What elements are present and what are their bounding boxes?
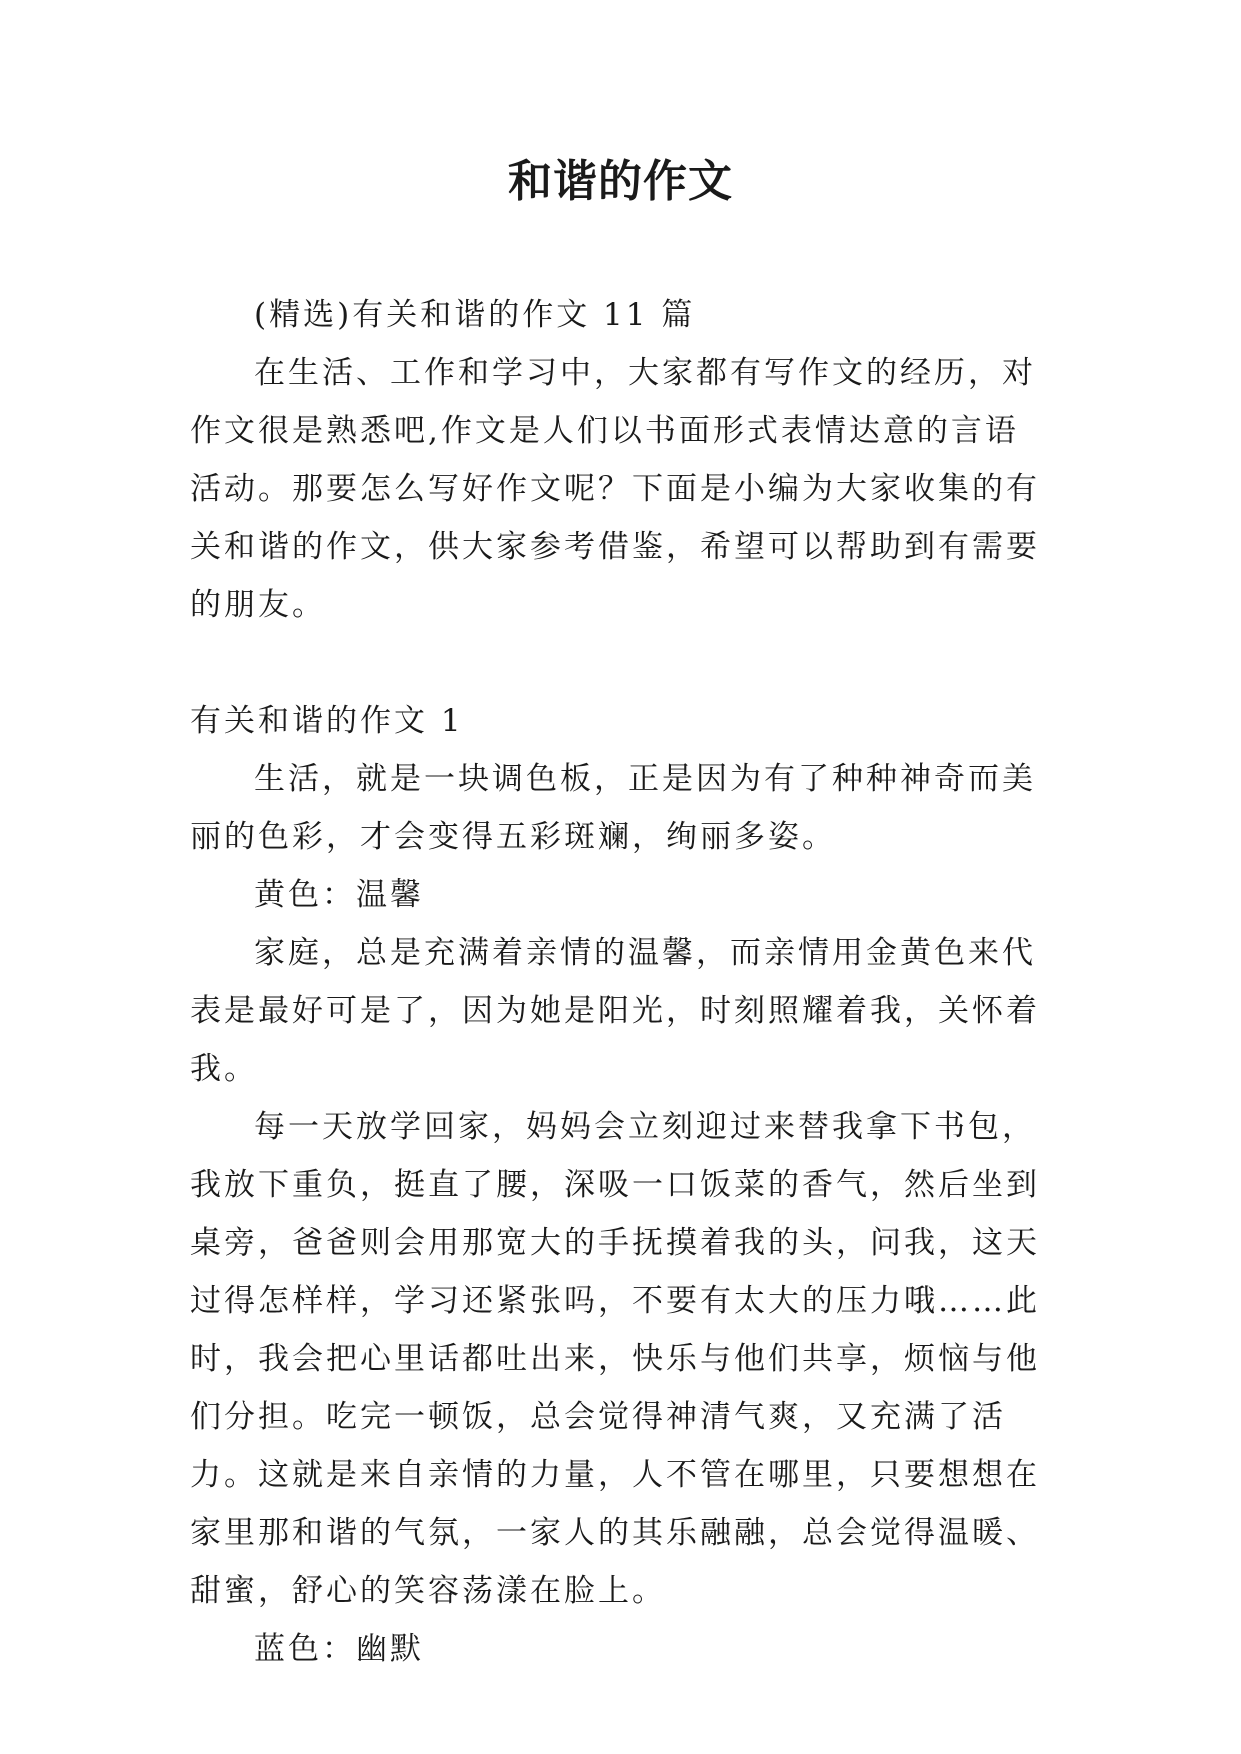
body-paragraph: 家庭，总是充满着亲情的温馨，而亲情用金黄色来代表是最好可是了，因为她是阳光，时刻照耀着我，关怀着我。 [190, 935, 1040, 1087]
document-body [190, 286, 1050, 1678]
paragraph-gap [190, 634, 1050, 692]
color-heading-blue: 蓝色：幽默 [254, 1631, 424, 1667]
document-title: 和谐的作文 [508, 156, 733, 207]
body-paragraph: 生活，就是一块调色板，正是因为有了种种神奇而美丽的色彩，才会变得五彩斑斓，绚丽多姿。 [190, 761, 1036, 855]
section-heading: 有关和谐的作文 1 [190, 703, 464, 739]
intro-paragraph: 在生活、工作和学习中，大家都有写作文的经历，对作文很是熟悉吧,作文是人们以书面形式表情达意的言语活动。那要怎么写好作文呢？下面是小编为大家收集的有关和谐的作文，供大家参考借鉴，希望可以帮助到有需要的朋友。 [190, 355, 1040, 623]
body-paragraph: 每一天放学回家，妈妈会立刻迎过来替我拿下书包，我放下重负，挺直了腰，深吸一口饭菜的香气，然后坐到桌旁，爸爸则会用那宽大的手抚摸着我的头，问我，这天过得怎样样，学习还紧张吗，不要有太大的压力哦……此时，我会把心里话都吐出来，快乐与他们共享，烦恼与他们分担。吃完一顿饭，总会觉得神清气爽，又充满了活力。这就是来自亲情的力量，人不管在哪里，只要想想在家里那和谐的气氛，一家人的其乐融融，总会觉得温暖、甜蜜，舒心的笑容荡漾在脸上。 [190, 1109, 1040, 1609]
subtitle-paragraph: (精选)有关和谐的作文 11 篇 [254, 297, 696, 333]
color-heading-yellow: 黄色：温馨 [254, 877, 424, 913]
